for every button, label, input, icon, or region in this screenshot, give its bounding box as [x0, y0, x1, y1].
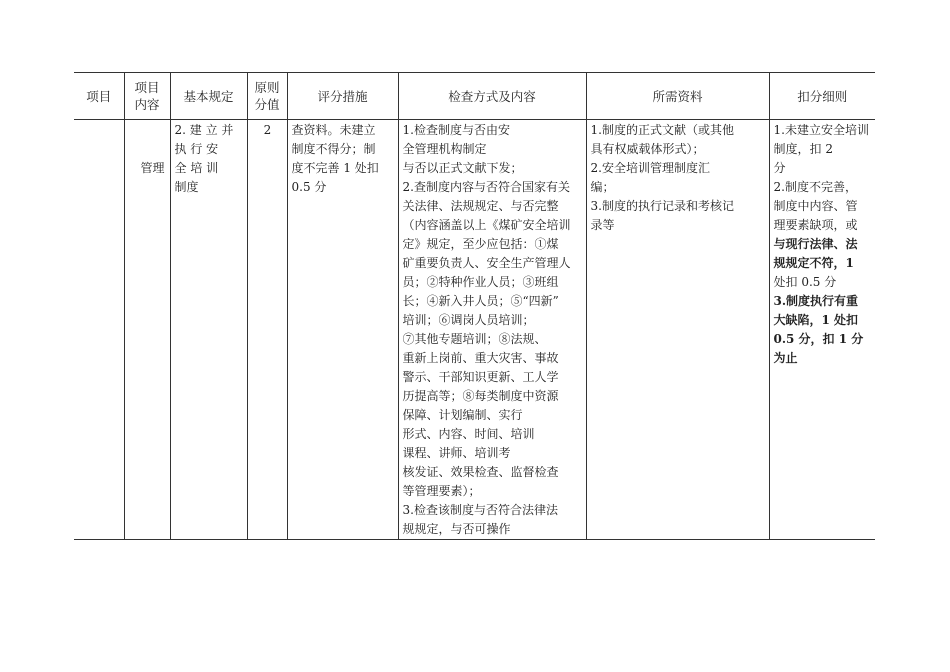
deduction-text	[770, 120, 876, 368]
text-line: 2.制度不完善，	[773, 180, 857, 194]
text-line: 与现行法律、法	[773, 237, 858, 251]
cell-check	[398, 120, 586, 540]
text-line: 历提高等；⑧每类制度中资源	[402, 389, 559, 403]
text-line: 制度	[174, 180, 199, 194]
text-line: 定》规定，至少应包括：①煤	[402, 237, 559, 251]
text-line: 全 培 训	[174, 161, 219, 175]
score-value: 2	[263, 123, 272, 137]
text-line: 大缺陷，1 处扣	[773, 313, 859, 327]
text-line: 警示、干部知识更新、工人学	[402, 370, 559, 384]
text-line: 1.制度的正式文献（或其他	[590, 123, 734, 137]
text-line: 执 行 安	[174, 142, 219, 156]
text-line: 保障、计划编制、实行	[402, 408, 523, 422]
text-line: 制度不得分；制	[291, 142, 376, 156]
text-line: 处扣 0.5 分	[773, 275, 837, 289]
scoring-text	[288, 120, 398, 197]
standards-table	[74, 72, 875, 540]
header-materials: 所需资料	[586, 73, 769, 120]
header-check: 检查方式及内容	[398, 73, 586, 120]
text-line: 员；②特种作业人员；③班组	[402, 275, 559, 289]
text-line: 关法律、法规规定、与否完整	[402, 199, 559, 213]
text-line: 为止	[773, 351, 798, 365]
header-item: 项目	[74, 73, 124, 120]
header-deduction: 扣分细则	[769, 73, 875, 120]
cell-scoring	[287, 120, 398, 540]
text-line: 制度中内容、管	[773, 199, 858, 213]
text-line: 核发证、效果检查、监督检查	[402, 465, 559, 479]
text-line: 理要素缺项，或	[773, 218, 858, 232]
text-line: 1.未建立安全培训	[773, 123, 869, 137]
text-line: 规规定不符，1	[773, 256, 854, 270]
header-basic-rule: 基本规定	[170, 73, 247, 120]
header-item-content: 项目内容	[124, 73, 170, 120]
text-line: （内容涵盖以上《煤矿安全培训	[402, 218, 571, 232]
cell-item	[74, 120, 124, 540]
cell-deduction	[769, 120, 875, 540]
materials-text	[587, 120, 769, 235]
text-line: ⑦其他专题培训；⑧法规、	[402, 332, 547, 346]
text-line: 重新上岗前、重大灾害、事故	[402, 351, 559, 365]
text-line: 长；④新入井人员；⑤“四新”	[402, 294, 559, 308]
cell-basic-rule	[170, 120, 247, 540]
item-content-text: 管理	[140, 161, 165, 175]
header-row	[74, 73, 875, 120]
text-line: 2. 建 立 并	[174, 123, 234, 137]
text-line: 3.检查该制度与否符合法律法	[402, 503, 558, 517]
text-line: 课程、讲师、培训考	[402, 446, 511, 460]
text-line: 分	[773, 161, 786, 175]
text-line: 制度，扣 2	[773, 142, 833, 156]
text-line: 度不完善 1 处扣	[291, 161, 379, 175]
text-line: 具有权威载体形式）；	[590, 142, 705, 156]
text-line: 查资料。未建立	[291, 123, 376, 137]
header-scoring: 评分措施	[287, 73, 398, 120]
text-line: 等管理要素）；	[402, 484, 481, 498]
text-line: 1.检查制度与否由安	[402, 123, 510, 137]
text-line: 0.5 分	[291, 180, 327, 194]
basic-rule-text	[171, 120, 247, 197]
cell-score	[247, 120, 287, 540]
cell-item-content	[124, 120, 170, 540]
text-line: 矿重要负责人、安全生产管理人	[402, 256, 571, 270]
text-line: 3.制度的执行记录和考核记	[590, 199, 734, 213]
text-line: 全管理机构制定	[402, 142, 487, 156]
text-line: 培训；⑥调岗人员培训；	[402, 313, 535, 327]
text-line: 编；	[590, 180, 615, 194]
text-line: 2.安全培训管理制度汇	[590, 161, 710, 175]
table-row	[74, 120, 875, 540]
text-line: 3.制度执行有重	[773, 294, 859, 308]
text-line: 2.查制度内容与否符合国家有关	[402, 180, 570, 194]
check-text	[399, 120, 586, 539]
text-line: 形式、内容、时间、培训	[402, 427, 535, 441]
cell-materials	[586, 120, 769, 540]
text-line: 0.5 分，扣 1 分	[773, 332, 864, 346]
text-line: 录等	[590, 218, 615, 232]
text-line: 规规定，与否可操作	[402, 522, 511, 536]
header-score: 原则分值	[247, 73, 287, 120]
text-line: 与否以正式文献下发；	[402, 161, 523, 175]
